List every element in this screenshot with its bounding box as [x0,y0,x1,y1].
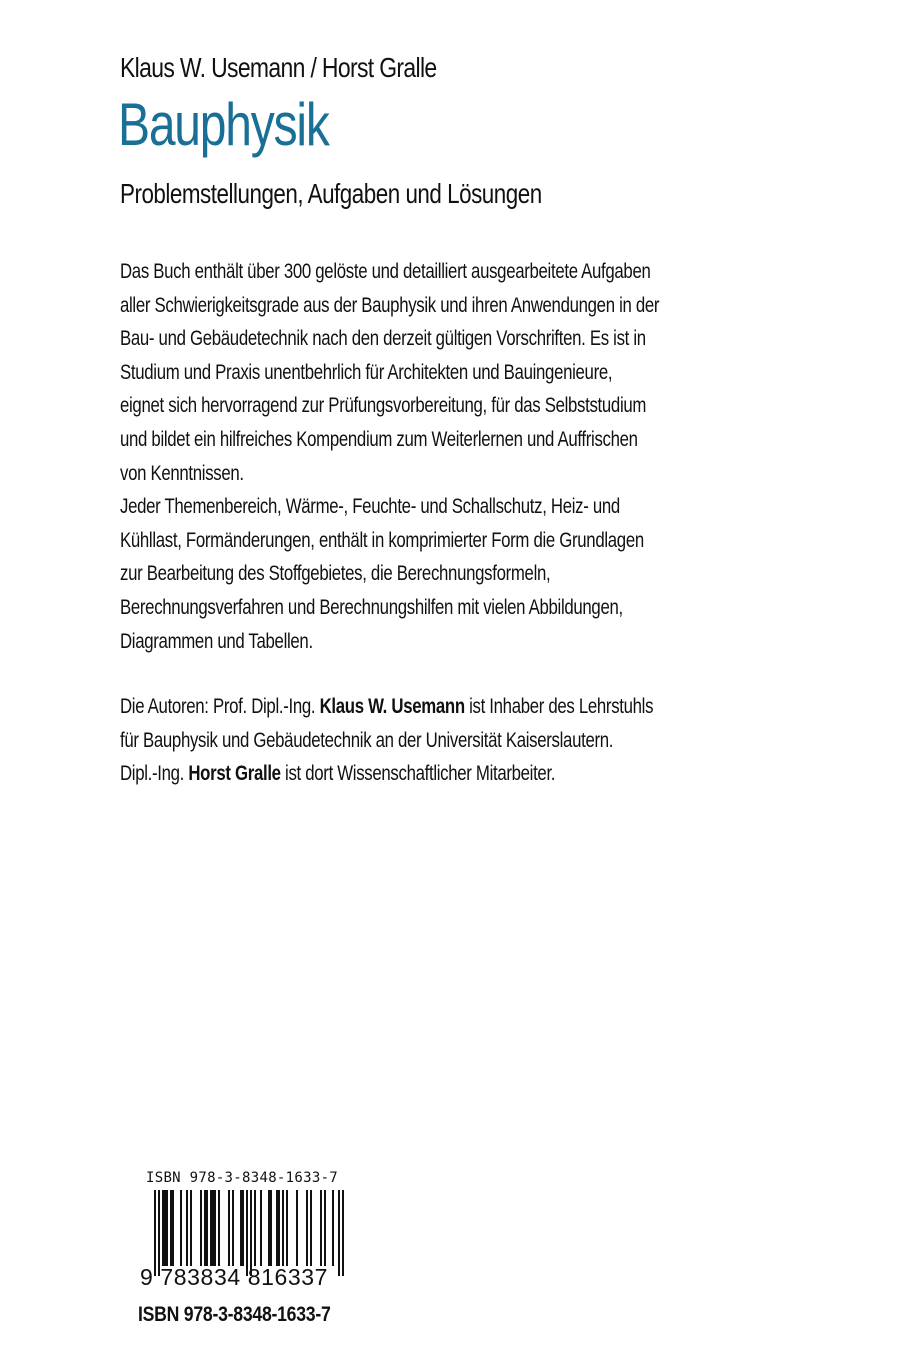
author-2-name: Horst Gralle [188,762,281,786]
barcode-bar [270,1190,272,1266]
barcode-bar [228,1190,230,1266]
barcode-bar [180,1190,182,1266]
barcode-bar [190,1190,192,1266]
description-line: eignet sich hervorragend zur Prüfungsvorbereitung, für das Selbststudium [120,394,647,418]
description-line: Bau- und Gebäudetechnik nach den derzeit gültigen Vorschriften. Es ist in [120,327,646,351]
barcode-bar [278,1190,280,1266]
description-line: Das Buch enthält über 300 gelöste und detailliert ausgearbeitete Aufgaben [120,260,651,283]
barcode-bar [170,1190,172,1266]
author-1-name: Klaus W. Usemann [319,695,465,718]
barcode-bar [164,1190,166,1266]
description-line: und bildet ein hilfreiches Kompendium zum Weiterlernen und Auffrischen [120,427,638,451]
description-line: von Kenntnissen. [120,461,244,485]
barcode-bar [286,1190,288,1266]
book-authors: Klaus W. Usemann / Horst Gralle [120,52,437,83]
description-line: zur Bearbeitung des Stoffgebietes, die Berechnungsformeln, [120,562,551,586]
barcode-bar [210,1190,212,1266]
barcode-bar [282,1190,284,1266]
barcode-bar [342,1190,344,1276]
barcode-bar [186,1190,188,1266]
barcode-bar [214,1190,216,1266]
about-prefix: Die Autoren: Prof. Dipl.-Ing. [120,695,320,718]
barcode-bar [206,1190,208,1266]
barcode-bar [338,1190,340,1276]
barcode-bar [332,1190,334,1266]
about-suffix: ist Inhaber des Lehrstuhls [464,695,654,718]
about-prefix-2: Dipl.-Ing. [120,762,189,786]
description-line: Studium und Praxis unentbehrlich für Architekten und Bauingenieure, [120,360,613,384]
barcode-bar [254,1190,256,1266]
about-authors [120,690,653,791]
barcode-bar [324,1190,326,1266]
description-line: Diagrammen und Tabellen. [120,629,313,653]
barcode-bar [310,1190,312,1266]
barcode-bar [172,1190,174,1266]
about-authors-line-3 [120,757,653,791]
book-title: Bauphysik [118,91,329,158]
barcode-isbn-label: ISBN 978-3-8348-1633-7 [146,1170,339,1186]
barcode-bar [320,1190,322,1266]
barcode [140,1170,360,1295]
about-suffix-2: ist dort Wissenschaftlicher Mitarbeiter. [280,762,556,786]
about-authors-line-2: für Bauphysik und Gebäudetechnik an der Universität Kaiserslautern. [120,728,614,752]
barcode-bar [306,1190,308,1266]
barcode-bar [212,1190,214,1266]
description-line: Berechnungsverfahren und Berechnungshilfen mit vielen Abbildungen, [120,595,623,619]
barcode-bar [200,1190,202,1266]
description-line: Jeder Themenbereich, Wärme-, Feuchte- und Schallschutz, Heiz- und [120,495,620,519]
barcode-digits: 9 783834 816337 [140,1264,329,1290]
barcode-bar [296,1190,298,1266]
barcode-bar [242,1190,244,1266]
barcode-bar [276,1190,278,1266]
barcode-bar [232,1190,234,1266]
barcode-bar [218,1190,220,1266]
barcode-bar [260,1190,262,1266]
description-line: Kühllast, Formänderungen, enthält in komprimierter Form die Grundlagen [120,528,644,552]
barcode-bar [162,1190,164,1266]
isbn-number: ISBN 978-3-8348-1633-7 [138,1303,331,1326]
book-description [120,255,660,658]
barcode-bar [166,1190,168,1266]
barcode-bar [268,1190,270,1266]
description-line: aller Schwierigkeitsgrade aus der Bauphysik und ihren Anwendungen in der [120,293,660,317]
book-subtitle: Problemstellungen, Aufgaben und Lösungen [120,178,542,209]
barcode-bar [204,1190,206,1266]
barcode-bar [240,1190,242,1266]
about-authors-line-1 [120,690,653,724]
